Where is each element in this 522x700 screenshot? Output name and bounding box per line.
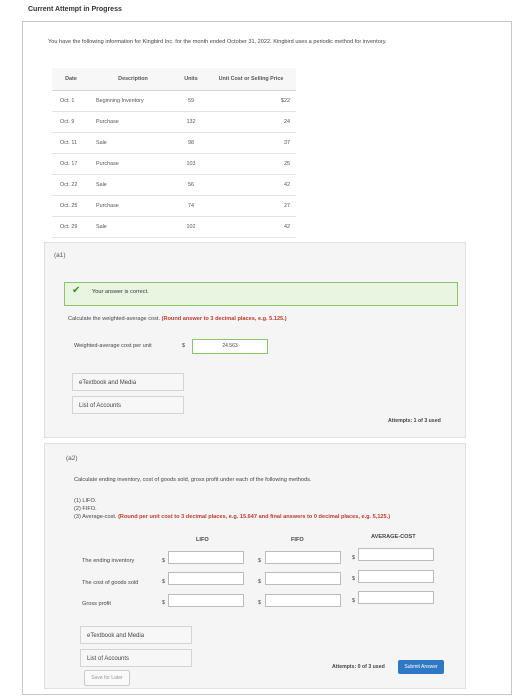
table-row [52, 175, 296, 196]
method-average [74, 514, 390, 520]
a2-attempts: Attempts: 0 of 3 used [332, 664, 385, 670]
row-description: Sale [90, 175, 176, 196]
table-row [52, 112, 296, 133]
currency-symbol: $ [352, 576, 355, 582]
currency-symbol: $ [162, 600, 165, 606]
row-description: Sale [90, 133, 176, 154]
etextbook-link[interactable]: eTextbook and Media [72, 373, 184, 391]
page-title: Current Attempt in Progress [28, 6, 122, 13]
currency-symbol: $ [182, 343, 185, 349]
row-price: $22 [206, 91, 296, 112]
lifo-gross-profit-input[interactable] [168, 594, 244, 607]
currency-symbol: $ [352, 555, 355, 561]
a1-label: (a1) [54, 252, 66, 259]
col-average-cost: AVERAGE-COST [371, 534, 416, 540]
currency-symbol: $ [352, 598, 355, 604]
fifo-cogs-input[interactable] [265, 572, 341, 585]
row-price: 37 [206, 133, 296, 154]
cogs-label: The cost of goods sold [82, 580, 139, 586]
table-row [52, 133, 296, 154]
row-description: Purchase [90, 154, 176, 175]
list-of-accounts-link[interactable]: List of Accounts [80, 649, 192, 667]
row-description: Purchase [90, 196, 176, 217]
save-for-later-button[interactable]: Save for Later [84, 670, 130, 686]
fifo-ending-inventory-input[interactable] [265, 551, 341, 564]
table-row [52, 217, 296, 238]
col-header-date: Date [52, 68, 90, 91]
lifo-ending-inventory-input[interactable] [168, 551, 244, 564]
a1-rounding-note: (Round answer to 3 decimal places, e.g. 5.125.) [161, 316, 287, 322]
question-intro: You have the following information for Kingbird Inc. for the month ended October 31, 2022. Kingbird uses a periodic method for inventory. [48, 39, 387, 45]
method-average-text: (3) Average-cost. [74, 514, 117, 520]
row-price: 25 [206, 154, 296, 175]
row-price: 24 [206, 112, 296, 133]
row-units: 102 [176, 217, 206, 238]
method-lifo: (1) LIFO. [74, 498, 97, 504]
col-header-units: Units [176, 68, 206, 91]
a1-attempts: Attempts: 1 of 3 used [388, 418, 441, 424]
avg-gross-profit-input[interactable] [358, 591, 434, 604]
a2-rounding-note: (Round per unit cost to 3 decimal places, e.g. 15.647 and final answers to 0 decimal places, e.g. 5,125.) [118, 514, 391, 520]
row-description: Purchase [90, 112, 176, 133]
avg-ending-inventory-input[interactable] [358, 548, 434, 561]
row-units: 59 [176, 91, 206, 112]
row-units: 103 [176, 154, 206, 175]
row-date: Oct. 29 [52, 217, 90, 238]
avg-cogs-input[interactable] [358, 570, 434, 583]
table-row [52, 196, 296, 217]
row-price: 27 [206, 196, 296, 217]
row-description: Beginning Inventory [90, 91, 176, 112]
currency-symbol: $ [162, 558, 165, 564]
row-units: 98 [176, 133, 206, 154]
a2-label: (a2) [66, 455, 78, 462]
ending-inventory-label: The ending inventory [82, 558, 135, 564]
weighted-average-value: 24.563 [222, 343, 238, 349]
col-header-price: Unit Cost or Selling Price [206, 68, 296, 91]
correct-message: Your answer is correct. [92, 289, 149, 295]
lifo-cogs-input[interactable] [168, 572, 244, 585]
row-date: Oct. 17 [52, 154, 90, 175]
currency-symbol: $ [162, 579, 165, 585]
weighted-average-input[interactable] [192, 339, 268, 354]
currency-symbol: $ [258, 558, 261, 564]
row-date: Oct. 22 [52, 175, 90, 196]
gross-profit-label: Gross profit [82, 601, 111, 607]
fifo-gross-profit-input[interactable] [265, 594, 341, 607]
checkmark-icon: ✔ [72, 285, 81, 296]
inventory-table [52, 68, 296, 238]
currency-symbol: $ [258, 600, 261, 606]
method-fifo: (2) FIFO. [74, 506, 97, 512]
row-date: Oct. 11 [52, 133, 90, 154]
a1-prompt-text: Calculate the weighted-average cost. [68, 316, 161, 322]
row-description: Sale [90, 217, 176, 238]
row-date: Oct. 1 [52, 91, 90, 112]
table-row [52, 154, 296, 175]
a1-prompt [68, 316, 287, 322]
row-units: 56 [176, 175, 206, 196]
row-price: 42 [206, 175, 296, 196]
currency-symbol: $ [258, 579, 261, 585]
col-fifo: FIFO [291, 537, 304, 543]
list-of-accounts-link[interactable]: List of Accounts [72, 396, 184, 414]
etextbook-link[interactable]: eTextbook and Media [80, 626, 192, 644]
table-row [52, 91, 296, 112]
submit-answer-button[interactable]: Submit Answer [398, 660, 444, 674]
row-date: Oct. 25 [52, 196, 90, 217]
row-units: 132 [176, 112, 206, 133]
row-units: 74 [176, 196, 206, 217]
col-header-description: Description [90, 68, 176, 91]
a2-prompt: Calculate ending inventory, cost of goods sold, gross profit under each of the following methods. [74, 477, 312, 483]
row-price: 42 [206, 217, 296, 238]
col-lifo: LIFO [196, 537, 209, 543]
row-date: Oct. 9 [52, 112, 90, 133]
weighted-average-label: Weighted-average cost per unit [74, 343, 152, 349]
